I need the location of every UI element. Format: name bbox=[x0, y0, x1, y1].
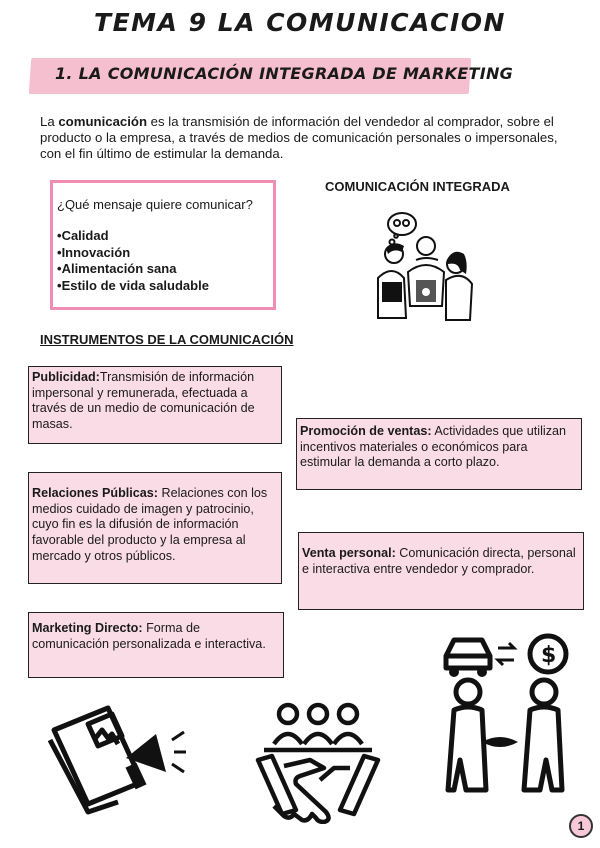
card-title: Publicidad: bbox=[32, 370, 100, 384]
card-marketing-directo bbox=[28, 612, 284, 678]
intro-before: La bbox=[40, 114, 59, 129]
message-box bbox=[50, 180, 276, 310]
card-text: Actividades que utilizan incentivos materiales o económicos para estimular la demanda a corto plazo. bbox=[300, 424, 566, 470]
card-title: Venta personal: bbox=[302, 546, 396, 560]
team-handshake-icon bbox=[250, 702, 386, 824]
message-list bbox=[57, 228, 273, 294]
message-question: ¿Qué mensaje quiere comunicar? bbox=[57, 197, 253, 212]
intro-paragraph bbox=[40, 114, 560, 162]
message-item: • Estilo de vida saludable bbox=[57, 278, 273, 295]
card-text: Forma de comunicación personalizada e interactiva. bbox=[32, 621, 266, 651]
page-title: TEMA 9 LA COMUNICACION bbox=[94, 8, 506, 37]
card-promocion bbox=[296, 418, 582, 490]
page-number-badge: 1 bbox=[569, 814, 593, 838]
card-title: Marketing Directo: bbox=[32, 621, 143, 635]
card-text: Relaciones con los medios cuidado de imagen y patrocinio, cuyo fin es la difusión de información favorable del producto y la empresa al mercado y otros públicos. bbox=[32, 486, 268, 563]
intro-after: es la transmisión de información del vendedor al comprador, sobre el producto o la empresa, a través de medios de comunicación personales o impersonales, con el fin último de estimular la demanda. bbox=[40, 114, 558, 161]
people-talking-icon bbox=[372, 208, 480, 326]
message-item: • Alimentación sana bbox=[57, 261, 273, 278]
card-relaciones-publicas bbox=[28, 472, 282, 584]
message-item: • Calidad bbox=[57, 228, 273, 245]
message-item: • Innovación bbox=[57, 245, 273, 262]
section-subtitle: 1. LA COMUNICACIÓN INTEGRADA DE MARKETING bbox=[55, 64, 514, 83]
integrated-heading: COMUNICACIÓN INTEGRADA bbox=[325, 179, 510, 194]
card-title: Relaciones Públicas: bbox=[32, 486, 158, 500]
card-venta-personal bbox=[298, 532, 584, 610]
instruments-heading: INSTRUMENTOS DE LA COMUNICACIÓN bbox=[40, 332, 294, 347]
car-money-exchange-icon bbox=[438, 630, 572, 800]
card-text: Transmisión de información impersonal y remunerada, efectuada a través de un medio de comunicación de masas. bbox=[32, 370, 255, 432]
card-text: Comunicación directa, personal e interactiva entre vendedor y comprador. bbox=[302, 546, 576, 576]
card-title: Promoción de ventas: bbox=[300, 424, 432, 438]
newspaper-megaphone-icon bbox=[48, 700, 188, 822]
svg-text:$: $ bbox=[541, 643, 557, 668]
card-publicidad bbox=[28, 366, 282, 444]
intro-keyword: comunicación bbox=[58, 114, 148, 129]
